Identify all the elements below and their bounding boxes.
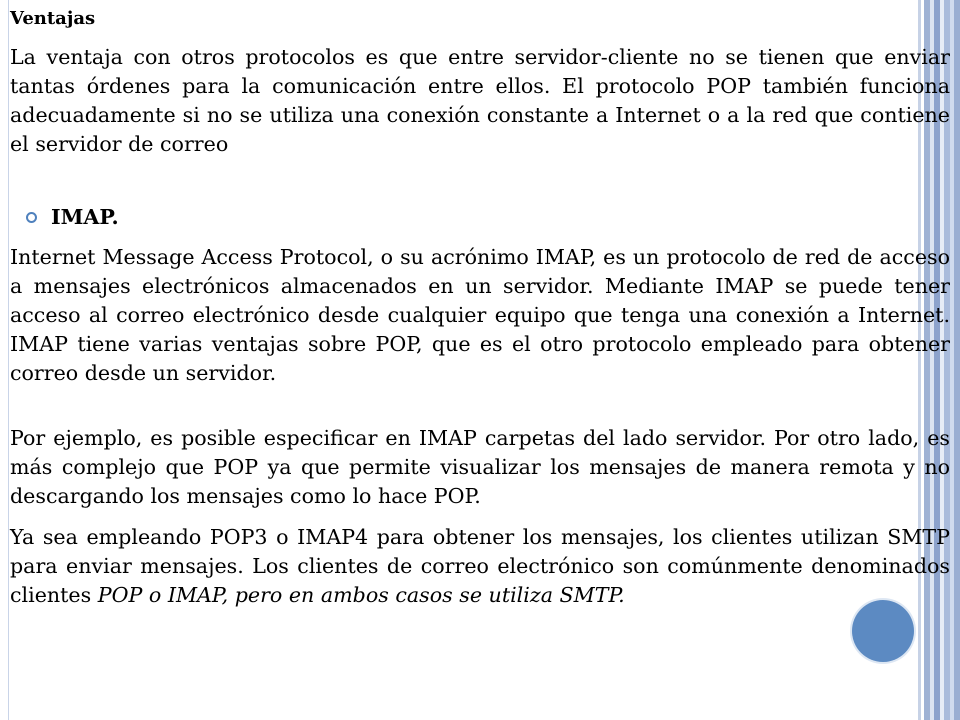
clients-paragraph-text: Ya sea empleando POP3 o IMAP4 para obtener los mensajes, los clientes utilizan SMTP para enviar mensajes. Los clientes de correo electrónico son comúnmente denominados clientes (10, 525, 950, 607)
bullet-imap (10, 205, 950, 229)
imap-definition-paragraph: Internet Message Access Protocol, o su acrónimo IMAP, es un protocolo de red de acceso a mensajes electrónicos almacenados en un servidor. Mediante IMAP se puede tener acceso al correo electrónico desde cualquier equipo que tenga una conexión a Internet. IMAP tiene varias ventajas sobre POP, que es el otro protocolo empleado para obtener correo desde un servidor. (10, 245, 950, 385)
bullet-imap-label: IMAP. (51, 205, 119, 229)
ventajas-paragraph: La ventaja con otros protocolos es que entre servidor-cliente no se tienen que enviar tantas órdenes para la comunicación entre ellos. El protocolo POP también funciona adecuadamente si no se utiliza una conexión constante a Internet o a la red que contiene el servidor de correo (10, 45, 950, 156)
decorative-blue-circle (852, 600, 914, 662)
clients-paragraph (10, 523, 950, 610)
circle-bullet-icon (26, 212, 37, 223)
slide-content (10, 4, 950, 610)
imap-example-paragraph: Por ejemplo, es posible especificar en IMAP carpetas del lado servidor. Por otro lado, es más complejo que POP ya que permite visualizar los mensajes de manera remota y no descargando los mensajes como lo hace POP. (10, 426, 950, 508)
left-border-line (8, 0, 9, 720)
section-heading-ventajas: Ventajas (10, 8, 96, 29)
clients-paragraph-italic: POP o IMAP, pero en ambos casos se utiliza SMTP. (97, 583, 625, 607)
